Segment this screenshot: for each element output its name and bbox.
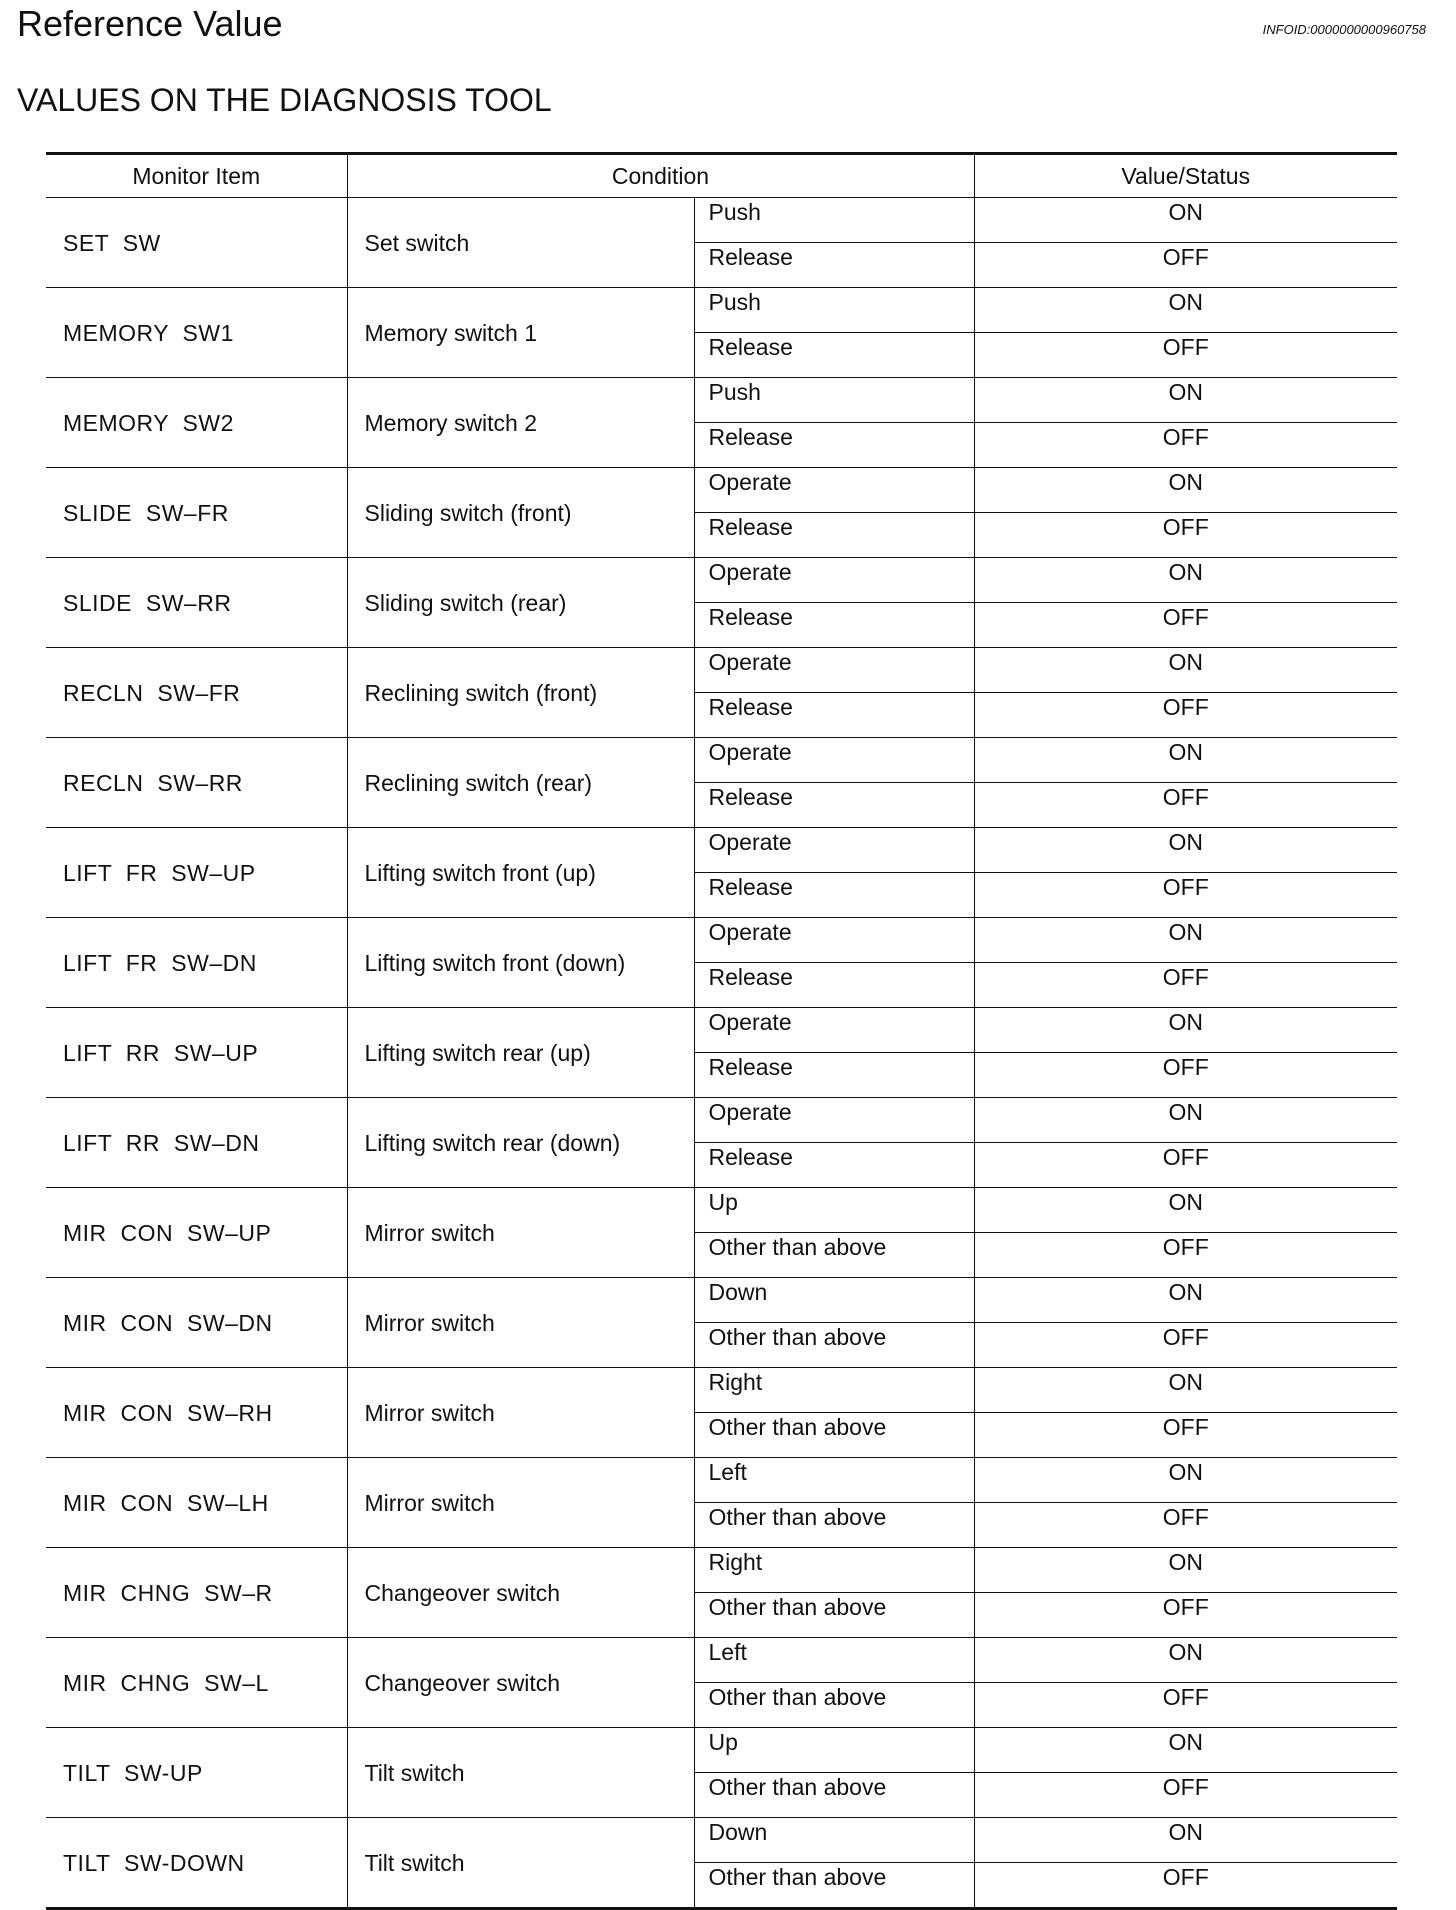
condition-cell: Mirror switch [347, 1278, 694, 1368]
value-status-cell: OFF [974, 513, 1397, 558]
value-status-cell: ON [974, 558, 1397, 603]
value-status-cell: OFF [974, 1683, 1397, 1728]
table-row [46, 1368, 1397, 1413]
value-status-cell: OFF [974, 1323, 1397, 1368]
sub-condition-cell: Push [694, 198, 974, 243]
monitor-item-cell: SLIDE SW–FR [46, 468, 347, 558]
table-row [46, 1098, 1397, 1143]
table-row [46, 1008, 1397, 1053]
column-header-condition: Condition [347, 154, 974, 198]
condition-cell: Reclining switch (front) [347, 648, 694, 738]
condition-cell: Lifting switch rear (down) [347, 1098, 694, 1188]
monitor-item-cell: RECLN SW–RR [46, 738, 347, 828]
condition-cell: Set switch [347, 198, 694, 288]
sub-condition-cell: Up [694, 1728, 974, 1773]
sub-condition-cell: Release [694, 333, 974, 378]
value-status-cell: OFF [974, 1053, 1397, 1098]
sub-condition-cell: Other than above [694, 1773, 974, 1818]
value-status-cell: ON [974, 1008, 1397, 1053]
condition-cell: Lifting switch front (down) [347, 918, 694, 1008]
sub-condition-cell: Other than above [694, 1503, 974, 1548]
value-status-cell: OFF [974, 333, 1397, 378]
table-row [46, 1728, 1397, 1773]
sub-condition-cell: Push [694, 288, 974, 333]
table-body [46, 198, 1397, 1909]
table-row [46, 378, 1397, 423]
sub-condition-cell: Right [694, 1368, 974, 1413]
sub-condition-cell: Operate [694, 468, 974, 513]
condition-cell: Changeover switch [347, 1548, 694, 1638]
monitor-item-cell: TILT SW-UP [46, 1728, 347, 1818]
monitor-item-cell: LIFT FR SW–UP [46, 828, 347, 918]
monitor-item-cell: MIR CON SW–DN [46, 1278, 347, 1368]
value-status-cell: OFF [974, 423, 1397, 468]
monitor-item-cell: MIR CHNG SW–L [46, 1638, 347, 1728]
value-status-cell: OFF [974, 873, 1397, 918]
sub-condition-cell: Other than above [694, 1593, 974, 1638]
sub-condition-cell: Other than above [694, 1683, 974, 1728]
monitor-item-cell: MIR CON SW–LH [46, 1458, 347, 1548]
value-status-cell: OFF [974, 693, 1397, 738]
sub-condition-cell: Operate [694, 828, 974, 873]
monitor-item-cell: LIFT FR SW–DN [46, 918, 347, 1008]
monitor-item-cell: MEMORY SW1 [46, 288, 347, 378]
table-row [46, 738, 1397, 783]
sub-condition-cell: Operate [694, 558, 974, 603]
monitor-item-cell: MEMORY SW2 [46, 378, 347, 468]
condition-cell: Changeover switch [347, 1638, 694, 1728]
reference-value-table [46, 152, 1397, 1910]
sub-condition-cell: Right [694, 1548, 974, 1593]
value-status-cell: ON [974, 1728, 1397, 1773]
table-row [46, 468, 1397, 513]
value-status-cell: ON [974, 1818, 1397, 1863]
value-status-cell: ON [974, 918, 1397, 963]
table-row [46, 1278, 1397, 1323]
value-status-cell: OFF [974, 1593, 1397, 1638]
sub-condition-cell: Operate [694, 738, 974, 783]
condition-cell: Lifting switch rear (up) [347, 1008, 694, 1098]
value-status-cell: ON [974, 1368, 1397, 1413]
value-status-cell: OFF [974, 1773, 1397, 1818]
sub-condition-cell: Other than above [694, 1413, 974, 1458]
column-header-value-status: Value/Status [974, 154, 1397, 198]
condition-cell: Mirror switch [347, 1368, 694, 1458]
sub-condition-cell: Release [694, 603, 974, 648]
sub-condition-cell: Operate [694, 1098, 974, 1143]
section-title: VALUES ON THE DIAGNOSIS TOOL [17, 82, 552, 118]
monitor-item-cell: TILT SW-DOWN [46, 1818, 347, 1909]
table-row [46, 288, 1397, 333]
value-status-cell: OFF [974, 1413, 1397, 1458]
monitor-item-cell: MIR CHNG SW–R [46, 1548, 347, 1638]
value-status-cell: OFF [974, 243, 1397, 288]
condition-cell: Sliding switch (front) [347, 468, 694, 558]
sub-condition-cell: Release [694, 513, 974, 558]
monitor-item-cell: LIFT RR SW–DN [46, 1098, 347, 1188]
sub-condition-cell: Other than above [694, 1233, 974, 1278]
sub-condition-cell: Push [694, 378, 974, 423]
table-row [46, 918, 1397, 963]
sub-condition-cell: Operate [694, 648, 974, 693]
sub-condition-cell: Operate [694, 1008, 974, 1053]
monitor-item-cell: LIFT RR SW–UP [46, 1008, 347, 1098]
page-title: Reference Value [17, 3, 283, 44]
sub-condition-cell: Left [694, 1638, 974, 1683]
table-row [46, 1548, 1397, 1593]
value-status-cell: OFF [974, 603, 1397, 648]
condition-cell: Sliding switch (rear) [347, 558, 694, 648]
condition-cell: Tilt switch [347, 1728, 694, 1818]
value-status-cell: ON [974, 1638, 1397, 1683]
value-status-cell: ON [974, 468, 1397, 513]
table-row [46, 1638, 1397, 1683]
sub-condition-cell: Release [694, 963, 974, 1008]
sub-condition-cell: Other than above [694, 1323, 974, 1368]
value-status-cell: OFF [974, 1233, 1397, 1278]
condition-cell: Lifting switch front (up) [347, 828, 694, 918]
value-status-cell: ON [974, 378, 1397, 423]
sub-condition-cell: Release [694, 783, 974, 828]
monitor-item-cell: SET SW [46, 198, 347, 288]
sub-condition-cell: Release [694, 873, 974, 918]
info-id: INFOID:0000000000960758 [1262, 22, 1426, 37]
sub-condition-cell: Release [694, 1053, 974, 1098]
value-status-cell: OFF [974, 1143, 1397, 1188]
condition-cell: Mirror switch [347, 1458, 694, 1548]
value-status-cell: ON [974, 1098, 1397, 1143]
value-status-cell: OFF [974, 1863, 1397, 1909]
condition-cell: Mirror switch [347, 1188, 694, 1278]
sub-condition-cell: Up [694, 1188, 974, 1233]
value-status-cell: ON [974, 288, 1397, 333]
sub-condition-cell: Other than above [694, 1863, 974, 1909]
table-row [46, 558, 1397, 603]
monitor-item-cell: MIR CON SW–RH [46, 1368, 347, 1458]
value-status-cell: ON [974, 1548, 1397, 1593]
value-status-cell: ON [974, 1278, 1397, 1323]
value-status-cell: ON [974, 198, 1397, 243]
monitor-item-cell: SLIDE SW–RR [46, 558, 347, 648]
sub-condition-cell: Release [694, 693, 974, 738]
monitor-item-cell: MIR CON SW–UP [46, 1188, 347, 1278]
condition-cell: Tilt switch [347, 1818, 694, 1909]
condition-cell: Reclining switch (rear) [347, 738, 694, 828]
value-status-cell: ON [974, 738, 1397, 783]
value-status-cell: ON [974, 1188, 1397, 1233]
table-row [46, 1458, 1397, 1503]
table-row [46, 1188, 1397, 1233]
value-status-cell: OFF [974, 1503, 1397, 1548]
column-header-monitor-item: Monitor Item [46, 154, 347, 198]
table-row [46, 1818, 1397, 1863]
value-status-cell: ON [974, 828, 1397, 873]
value-status-cell: ON [974, 648, 1397, 693]
sub-condition-cell: Left [694, 1458, 974, 1503]
table-header-row [46, 154, 1397, 198]
table-row [46, 828, 1397, 873]
sub-condition-cell: Down [694, 1818, 974, 1863]
sub-condition-cell: Operate [694, 918, 974, 963]
value-status-cell: OFF [974, 963, 1397, 1008]
sub-condition-cell: Release [694, 1143, 974, 1188]
table-row [46, 648, 1397, 693]
value-status-cell: OFF [974, 783, 1397, 828]
table-row [46, 198, 1397, 243]
sub-condition-cell: Down [694, 1278, 974, 1323]
sub-condition-cell: Release [694, 243, 974, 288]
value-status-cell: ON [974, 1458, 1397, 1503]
condition-cell: Memory switch 2 [347, 378, 694, 468]
condition-cell: Memory switch 1 [347, 288, 694, 378]
sub-condition-cell: Release [694, 423, 974, 468]
monitor-item-cell: RECLN SW–FR [46, 648, 347, 738]
